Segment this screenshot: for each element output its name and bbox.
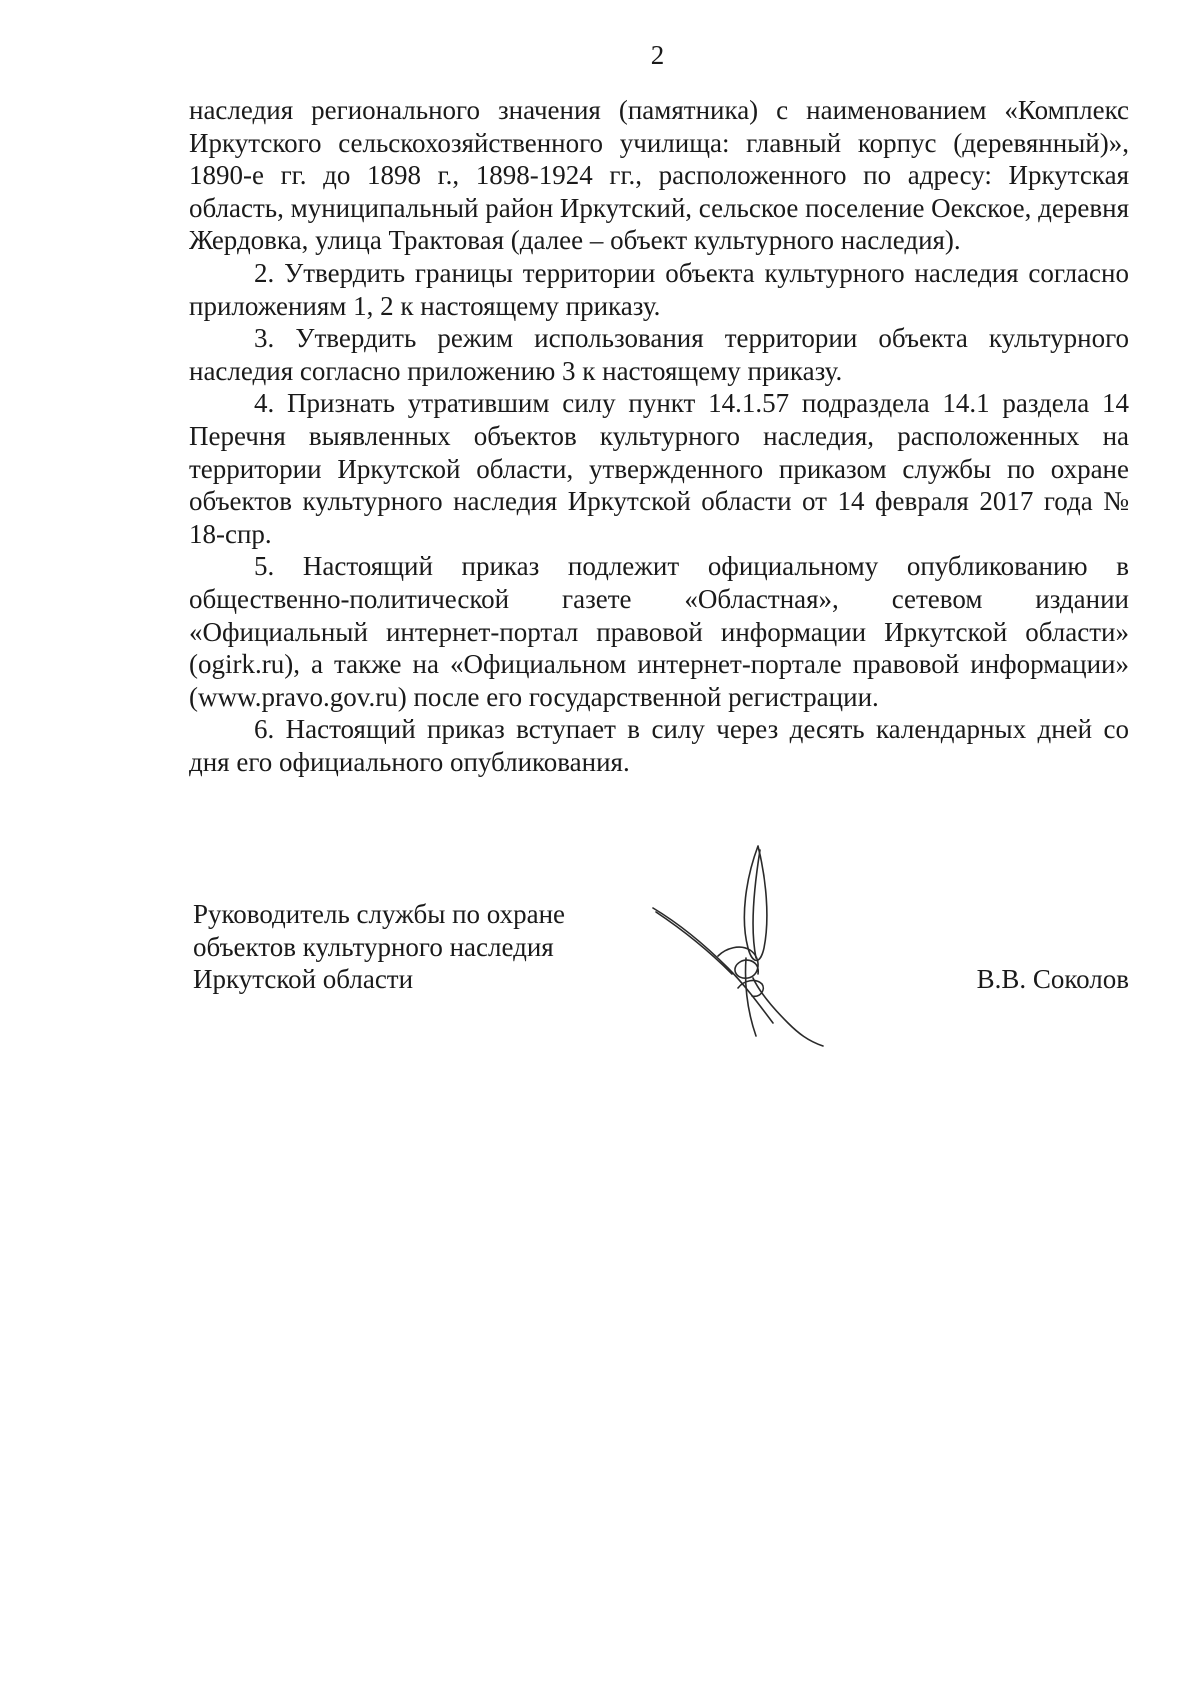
paragraph-2: 2. Утвердить границы территории объекта культурного наследия согласно приложениям 1, 2 к настоящему приказу.	[189, 257, 1129, 321]
paragraph-3: 3. Утвердить режим использования территории объекта культурного наследия согласно приложению 3 к настоящему приказу.	[189, 323, 1129, 386]
signatory-position-line: объектов культурного наследия	[193, 931, 554, 962]
order-body	[189, 94, 1129, 778]
page-number: 2	[650, 40, 665, 70]
signatory-position	[193, 898, 565, 996]
handwritten-signature	[648, 838, 848, 1048]
paragraph-1-continuation: наследия регионального значения (памятника) с наименованием «Комплекс Иркутского сельскохозяйственного училища: главный корпус (деревянный)», 1890-е гг. до 1898 г., 1898-1924 гг., расположенного по адресу: Иркутская область, муниципальный район Иркутский, сельское поселение Оекское, деревня Жердовка, улица Трактовая (далее – объект культурного наследия).	[189, 95, 1129, 256]
paragraph-4: 4. Признать утратившим силу пункт 14.1.57 подраздела 14.1 раздела 14 Перечня выявленных объектов культурного наследия, расположенных на территории Иркутской области, утвержденного приказом службы по охране объектов культурного наследия Иркутской области от 14 февраля 2017 года № 18-спр.	[189, 388, 1129, 549]
signatory-name: В.В. Соколов	[976, 964, 1129, 994]
signatory-position-line: Руководитель службы по охране	[193, 899, 566, 929]
paragraph-6: 6. Настоящий приказ вступает в силу через десять календарных дней со дня его официального опубликования.	[189, 714, 1129, 777]
paragraph-5: 5. Настоящий приказ подлежит официальному опубликованию в общественно-политической газете «Областная», сетевом издании «Официальный интернет-портал правовой информации Иркутской области» (ogirk.ru), а также на «Официальном интернет-портале правовой информации» (www.pravo.gov.ru) после его государственной регистрации.	[189, 551, 1129, 712]
signatory-position-line: Иркутской области	[193, 964, 414, 995]
